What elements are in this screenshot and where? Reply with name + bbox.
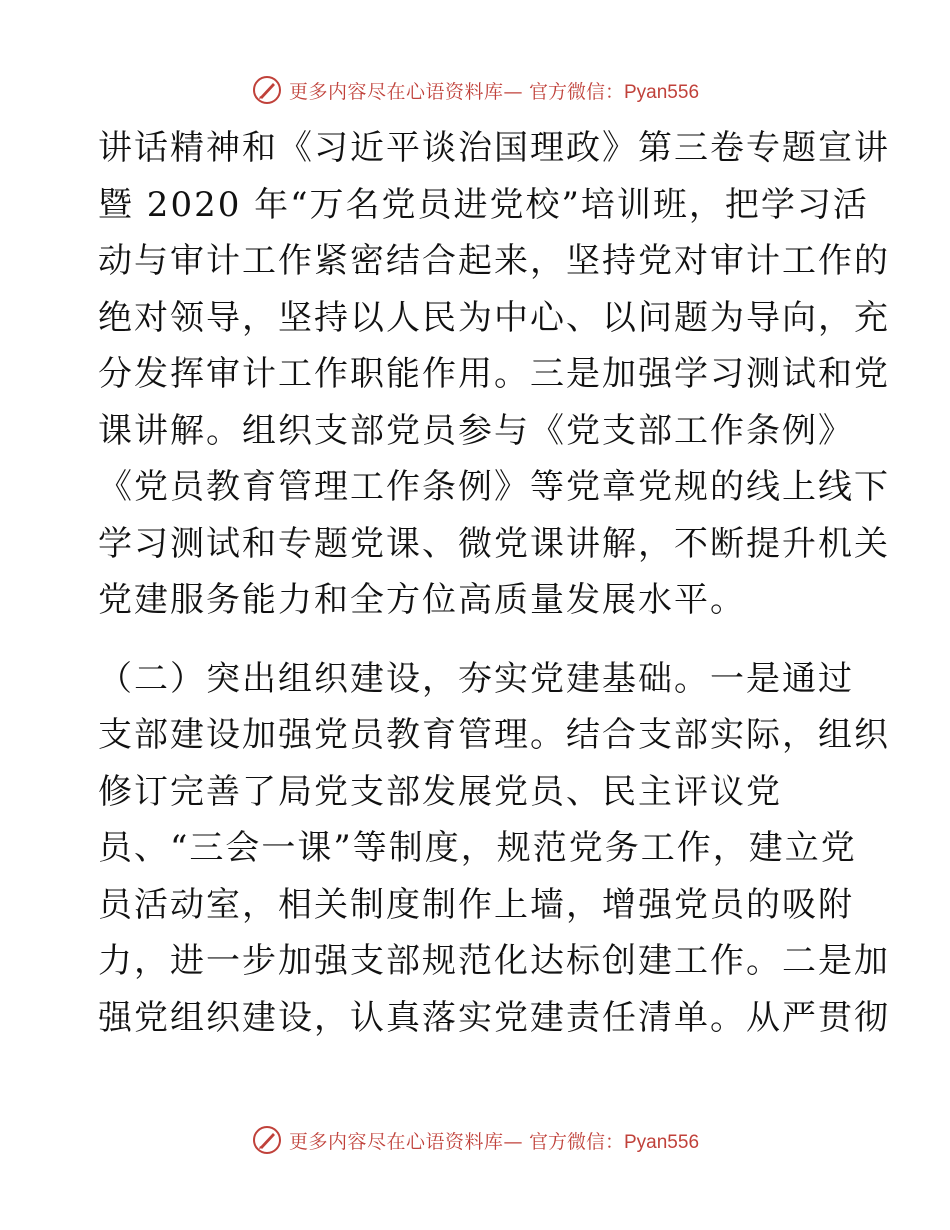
paragraph-2 — [98, 651, 890, 1047]
paragraph-gap — [98, 629, 858, 651]
text-line: （二）突出组织建设，夯实党建基础。一是通过 — [98, 658, 854, 699]
header-banner-text: 更多内容尽在心语资料库— — [288, 80, 523, 103]
text-line: 动与审计工作紧密结合起来，坚持党对审计工作的 — [98, 241, 890, 281]
text-line: 《党员教育管理工作条例》等党章党规的线上线下 — [98, 467, 890, 507]
header-banner — [0, 70, 950, 110]
text-line: 讲话精神和《习近平谈治国理政》第三卷专题宣讲 — [98, 128, 890, 168]
footer-banner-inner — [251, 1124, 699, 1156]
text-line: 强党组织建设，认真落实党建责任清单。从严贯彻 — [98, 997, 890, 1038]
footer-banner-wechat: 官方微信：Pyan556 — [529, 1131, 700, 1153]
text-line: 员、“三会一课”等制度，规范党务工作，建立党 — [98, 828, 857, 868]
quill-logo-icon — [251, 1124, 283, 1156]
document-body — [98, 120, 890, 1046]
text-line: 暨 2020 年“万名党员进党校”培训班，把学习活 — [98, 184, 869, 225]
quill-logo-icon — [251, 74, 283, 106]
text-line: 支部建设加强党员教育管理。结合支部实际，组织 — [98, 715, 890, 755]
footer-banner-text: 更多内容尽在心语资料库— — [288, 1130, 523, 1153]
header-banner-inner — [251, 74, 699, 106]
text-line: 课讲解。组织支部党员参与《党支部工作条例》 — [98, 410, 854, 451]
header-banner-wechat: 官方微信：Pyan556 — [529, 81, 700, 103]
text-line: 修订完善了局党支部发展党员、民主评议党 — [98, 771, 782, 812]
text-line: 学习测试和专题党课、微党课讲解，不断提升机关 — [98, 523, 890, 564]
text-line: 分发挥审计工作职能作用。三是加强学习测试和党 — [98, 354, 890, 394]
text-line: 员活动室，相关制度制作上墙，增强党员的吸附 — [98, 884, 854, 925]
paragraph-1 — [98, 120, 890, 629]
text-line: 绝对领导，坚持以人民为中心、以问题为导向，充 — [98, 297, 890, 338]
text-line: 党建服务能力和全方位高质量发展水平。 — [98, 580, 746, 620]
text-line: 力，进一步加强支部规范化达标创建工作。二是加 — [98, 941, 890, 981]
footer-banner — [0, 1120, 950, 1160]
